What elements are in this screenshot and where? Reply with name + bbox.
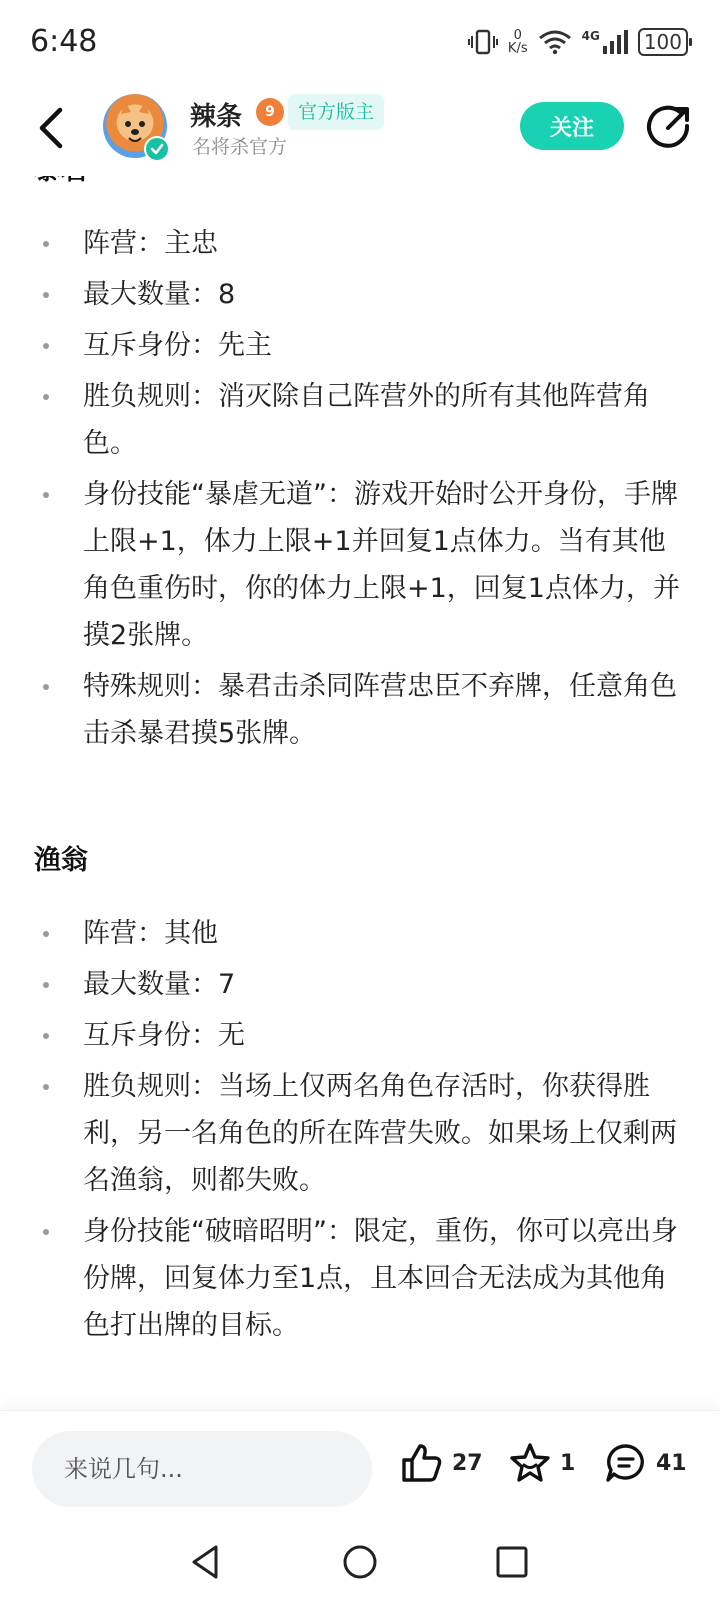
section-title-fisherman: 渔翁 xyxy=(34,845,88,876)
square-recents-icon xyxy=(498,1548,526,1576)
status-time: 6:48 xyxy=(30,24,98,59)
list-item: 身份技能“破暗昭明”：限定，重伤，你可以亮出身份牌，回复体力至1点，且本回合无法成为其他角色打出牌的目标。 xyxy=(0,1208,720,1349)
circle-home-icon xyxy=(345,1547,375,1577)
system-nav-bar xyxy=(0,1526,720,1604)
like-count: 27 xyxy=(452,1450,483,1476)
author-subtitle: 名将杀官方 xyxy=(192,136,288,158)
list-item: 互斥身份：无 xyxy=(0,1012,720,1059)
follow-button[interactable]: 关注 xyxy=(520,102,624,150)
nav-home-button[interactable] xyxy=(340,1542,380,1582)
check-icon xyxy=(146,138,168,160)
wifi-icon xyxy=(538,29,572,55)
item-list-tyrant xyxy=(0,220,720,761)
chevron-left-icon xyxy=(42,110,60,146)
item-list-fisherman xyxy=(0,910,720,1353)
list-item: 最大数量：7 xyxy=(0,961,720,1008)
list-item: 阵营：其他 xyxy=(0,910,720,957)
comments-button[interactable] xyxy=(604,1441,687,1485)
nav-back-button[interactable] xyxy=(186,1542,226,1582)
list-item: 胜负规则：当场上仅两名角色存活时，你获得胜利，另一名角色的所在阵营失败。如果场上仅剩两名渔翁，则都失败。 xyxy=(0,1063,720,1204)
role-badge: 官方版主 xyxy=(288,94,384,130)
article-content xyxy=(0,176,720,1410)
share-icon[interactable] xyxy=(646,104,692,150)
comment-count: 41 xyxy=(656,1450,687,1476)
list-item: 身份技能“暴虐无道”：游戏开始时公开身份，手牌上限+1，体力上限+1并回复1点体力。当有其他角色重伤时，你的体力上限+1，回复1点体力，并摸2张牌。 xyxy=(0,471,720,659)
comment-bubble-icon xyxy=(604,1441,648,1485)
list-item: 阵营：主忠 xyxy=(0,220,720,267)
thumbs-up-icon xyxy=(400,1441,444,1485)
list-item: 互斥身份：先主 xyxy=(0,322,720,369)
list-item: 胜负规则：消灭除自己阵营外的所有其他阵营角色。 xyxy=(0,373,720,467)
like-button[interactable] xyxy=(400,1441,483,1485)
comment-input[interactable] xyxy=(32,1431,372,1507)
bottom-action-bar xyxy=(0,1410,720,1527)
nav-recents-button[interactable] xyxy=(492,1542,532,1582)
list-item: 特殊规则：暴君击杀同阵营忠臣不弃牌，任意角色击杀暴君摸5张牌。 xyxy=(0,663,720,757)
signal-indicator: 4G xyxy=(582,29,628,55)
post-header xyxy=(0,84,720,176)
favorite-button[interactable] xyxy=(508,1441,575,1485)
favorite-count: 1 xyxy=(560,1450,576,1476)
back-button[interactable] xyxy=(30,102,74,154)
signal-icon xyxy=(602,29,628,55)
list-item: 最大数量：8 xyxy=(0,271,720,318)
star-icon xyxy=(508,1441,552,1485)
triangle-back-icon xyxy=(194,1547,216,1577)
status-bar xyxy=(0,0,720,84)
vibrate-icon xyxy=(468,28,498,56)
level-badge: 9 xyxy=(256,98,284,126)
verified-badge xyxy=(144,136,170,162)
net-speed: 0 K/s xyxy=(507,28,528,56)
author-name[interactable]: 辣条 xyxy=(190,102,243,132)
battery-indicator: 100 xyxy=(638,28,688,56)
status-icons xyxy=(468,24,688,60)
